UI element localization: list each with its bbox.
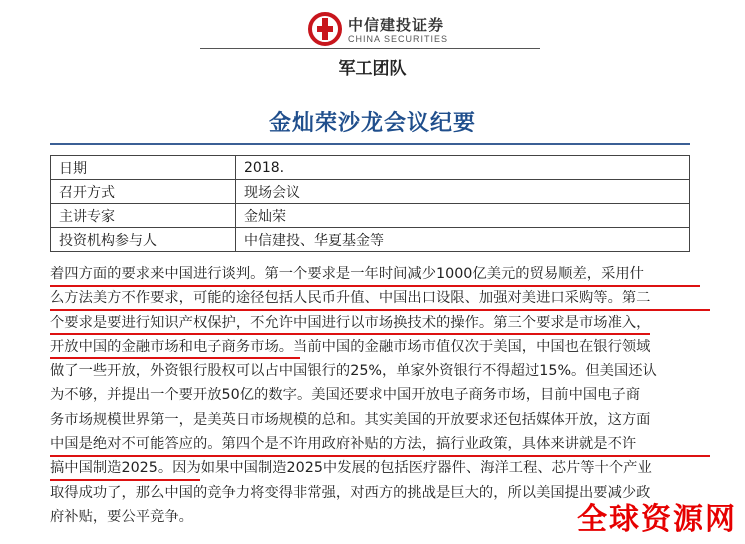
body-paragraph (50, 262, 710, 529)
row-key-date: 日期 (51, 156, 236, 180)
highlight-underline (50, 333, 650, 335)
row-value-speaker: 金灿荣 (236, 204, 690, 228)
table-row (51, 156, 690, 180)
row-key-speaker: 主讲专家 (51, 204, 236, 228)
company-logo (308, 8, 468, 48)
row-key-participants: 投资机构参与人 (51, 228, 236, 252)
row-value-format: 现场会议 (236, 180, 690, 204)
highlight-underline (50, 455, 710, 457)
logo-text-en: CHINA SECURITIES (348, 34, 449, 44)
body-line: 着四方面的要求来中国进行谈判。第一个要求是一年时间减少1000亿美元的贸易顺差，采用什 (50, 266, 644, 282)
body-line: 务市场规模世界第一，是美英日市场规模的总和。其实美国的开放要求还包括媒体开放，这方面 (50, 411, 651, 428)
watermark: 全球资源网 (577, 502, 737, 537)
meeting-info-table (50, 155, 690, 252)
citic-logo-icon (308, 12, 342, 46)
highlight-underline (50, 479, 200, 481)
row-value-participants: 中信建投、华夏基金等 (236, 228, 690, 252)
highlight-underline (50, 357, 300, 359)
body-line: 为不够，并提出一个要开放50亿的数字。美国还要求中国开放电子商务市场，目前中国电子商 (50, 387, 641, 404)
title-divider (50, 143, 690, 145)
body-line: 中国是绝对不可能答应的。第四个是不许用政府补贴的方法，搞行业政策，具体来讲就是不许 (50, 436, 637, 453)
body-line: 府补贴，要公平竞争。 (50, 508, 193, 525)
document-title: 金灿荣沙龙会议纪要 (268, 111, 476, 136)
team-name: 军工团队 (338, 59, 407, 79)
header-divider (200, 48, 540, 49)
row-key-format: 召开方式 (51, 180, 236, 204)
body-line: 开放中国的金融市场和电子商务市场。当前中国的金融市场市值仅次于美国，中国也在银行领域 (50, 338, 651, 355)
body-line: 个要求是要进行知识产权保护，不允许中国进行以市场换技术的操作。第三个要求是市场准入， (50, 314, 651, 331)
body-line: 取得成功了，那么中国的竞争力将变得非常强，对西方的挑战是巨大的，所以美国提出要减少政 (50, 484, 651, 501)
table-row (51, 180, 690, 204)
body-line: 搞中国制造2025。因为如果中国制造2025中发展的包括医疗器件、海洋工程、芯片等十个产业 (50, 460, 652, 477)
highlight-underline (50, 309, 710, 311)
row-value-date: 2018. (236, 156, 690, 180)
table-row (51, 228, 690, 252)
body-line: 做了一些开放，外资银行股权可以占中国银行的25%，单家外资银行不得超过15%。但美国还认 (50, 363, 657, 380)
highlight-underline (50, 285, 700, 287)
body-line: 么方法美方不作要求，可能的途径包括人民币升值、中国出口设限、加强对美进口采购等。第二 (50, 290, 651, 307)
logo-text-cn: 中信建投证券 (348, 16, 445, 34)
table-row (51, 204, 690, 228)
